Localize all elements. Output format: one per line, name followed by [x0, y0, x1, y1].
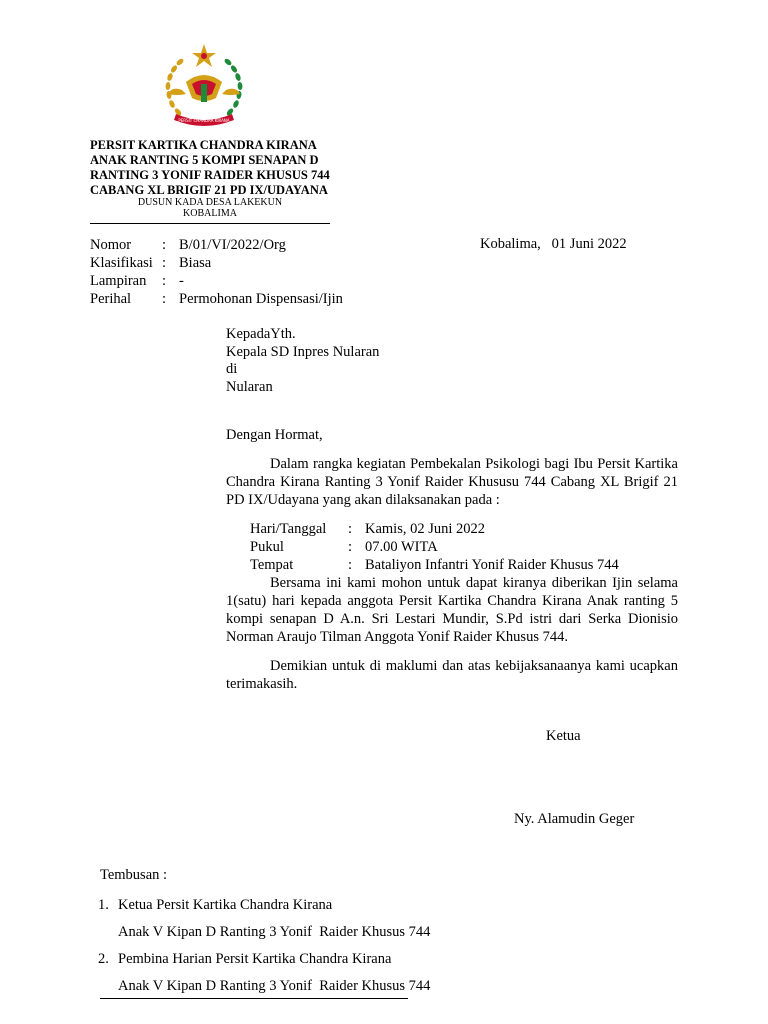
list-line-2: Anak V Kipan D Ranting 3 Yonif Raider Khusus 744: [118, 924, 431, 940]
signature-name: Ny. Alamudin Geger: [514, 811, 635, 827]
detail-row-time: [250, 538, 678, 556]
detail-value: Bataliyon Infantri Yonif Raider Khusus 744: [365, 557, 619, 573]
closing-paragraph: Demikian untuk di maklumi dan atas kebijaksanaanya kami ucapkan terimakasih.: [226, 658, 678, 692]
meta-value: Biasa: [179, 255, 212, 271]
bottom-divider: [100, 998, 408, 999]
recipient-block: [226, 326, 379, 396]
org-line-3: RANTING 3 YONIF RAIDER KHUSUS 744: [90, 168, 330, 182]
address-line-1: DUSUN KADA DESA LAKEKUN: [137, 197, 283, 208]
header-divider: [90, 223, 330, 224]
detail-label: Pukul: [250, 539, 284, 555]
greeting: Dengan Hormat,: [226, 427, 323, 443]
place-date: Kobalima, 01 Juni 2022: [480, 236, 627, 252]
list-number: 2.: [98, 951, 109, 967]
recipient-line-3: di: [226, 361, 238, 377]
detail-label: Tempat: [250, 557, 294, 573]
letter-body: [226, 426, 678, 693]
detail-value: Kamis, 02 Juni 2022: [365, 521, 486, 537]
list-item: [98, 951, 458, 969]
meta-sep: :: [162, 237, 167, 253]
meta-value: B/01/VI/2022/Org: [179, 237, 286, 253]
org-line-4: CABANG XL BRIGIF 21 PD IX/UDAYANA: [90, 183, 328, 197]
address-line-2: KOBALIMA: [183, 208, 237, 219]
detail-sep: :: [348, 539, 353, 555]
meta-label: Perihal: [90, 291, 132, 307]
letter-meta: [90, 236, 343, 308]
detail-value: 07.00 WITA: [365, 539, 438, 555]
meta-row-perihal: [90, 290, 343, 308]
recipient-line-2: Kepala SD Inpres Nularan: [226, 343, 380, 360]
list-line-1: Pembina Harian Persit Kartika Chandra Kirana: [118, 951, 392, 967]
meta-value: Permohonan Dispensasi/Ijin: [179, 291, 343, 307]
tembusan-list: [98, 897, 458, 996]
meta-row-lampiran: [90, 272, 343, 290]
request-paragraph: Bersama ini kami mohon untuk dapat kiranya diberikan Ijin selama 1(satu) hari kepada anggota Persit Kartika Chandra Kirana Anak ranting 5 kompi senapan D A.n. Sri Lestari Mundir, S.Pd istri dari Serka Dionisio Norman Araujo Tilman Anggota Yonif Raider Khusus 744.: [226, 575, 678, 645]
intro-paragraph: Dalam rangka kegiatan Pembekalan Psikologi bagi Ibu Persit Kartika Chandra Kirana Ranting 3 Yonif Raider Khususu 744 Cabang XL Brigif 21 PD IX/Udayana yang akan dilaksanakan pada :: [226, 456, 678, 508]
meta-value: -: [179, 273, 184, 289]
meta-sep: :: [162, 291, 167, 307]
list-line-2: Anak V Kipan D Ranting 3 Yonif Raider Khusus 744: [118, 978, 431, 994]
meta-row-klasifikasi: [90, 254, 343, 272]
detail-row-date: [250, 520, 678, 538]
detail-sep: :: [348, 557, 353, 573]
recipient-line-4: Nularan: [226, 378, 273, 395]
organization-header: [90, 138, 330, 198]
recipient-line-1: KepadaYth.: [226, 326, 296, 342]
list-line-1: Ketua Persit Kartika Chandra Kirana: [118, 897, 333, 913]
event-details: [250, 520, 678, 574]
logo-ribbon-text: PERSIT CHANDRA KIRANA: [178, 118, 230, 123]
meta-sep: :: [162, 273, 167, 289]
meta-label: Lampiran: [90, 273, 147, 289]
meta-sep: :: [162, 255, 167, 271]
detail-label: Hari/Tanggal: [250, 521, 327, 537]
org-line-2: ANAK RANTING 5 KOMPI SENAPAN D: [90, 153, 319, 167]
list-item: [98, 897, 458, 915]
meta-label: Klasifikasi: [90, 255, 153, 271]
organization-address: [90, 197, 330, 219]
detail-row-place: [250, 556, 678, 574]
tembusan-heading: Tembusan :: [100, 867, 168, 883]
list-number: 1.: [98, 897, 109, 913]
org-line-1: PERSIT KARTIKA CHANDRA KIRANA: [90, 138, 317, 152]
meta-label: Nomor: [90, 237, 132, 253]
signature-title: Ketua: [546, 728, 581, 744]
detail-sep: :: [348, 521, 353, 537]
persit-emblem-icon: [158, 42, 250, 132]
meta-row-nomor: [90, 236, 343, 254]
